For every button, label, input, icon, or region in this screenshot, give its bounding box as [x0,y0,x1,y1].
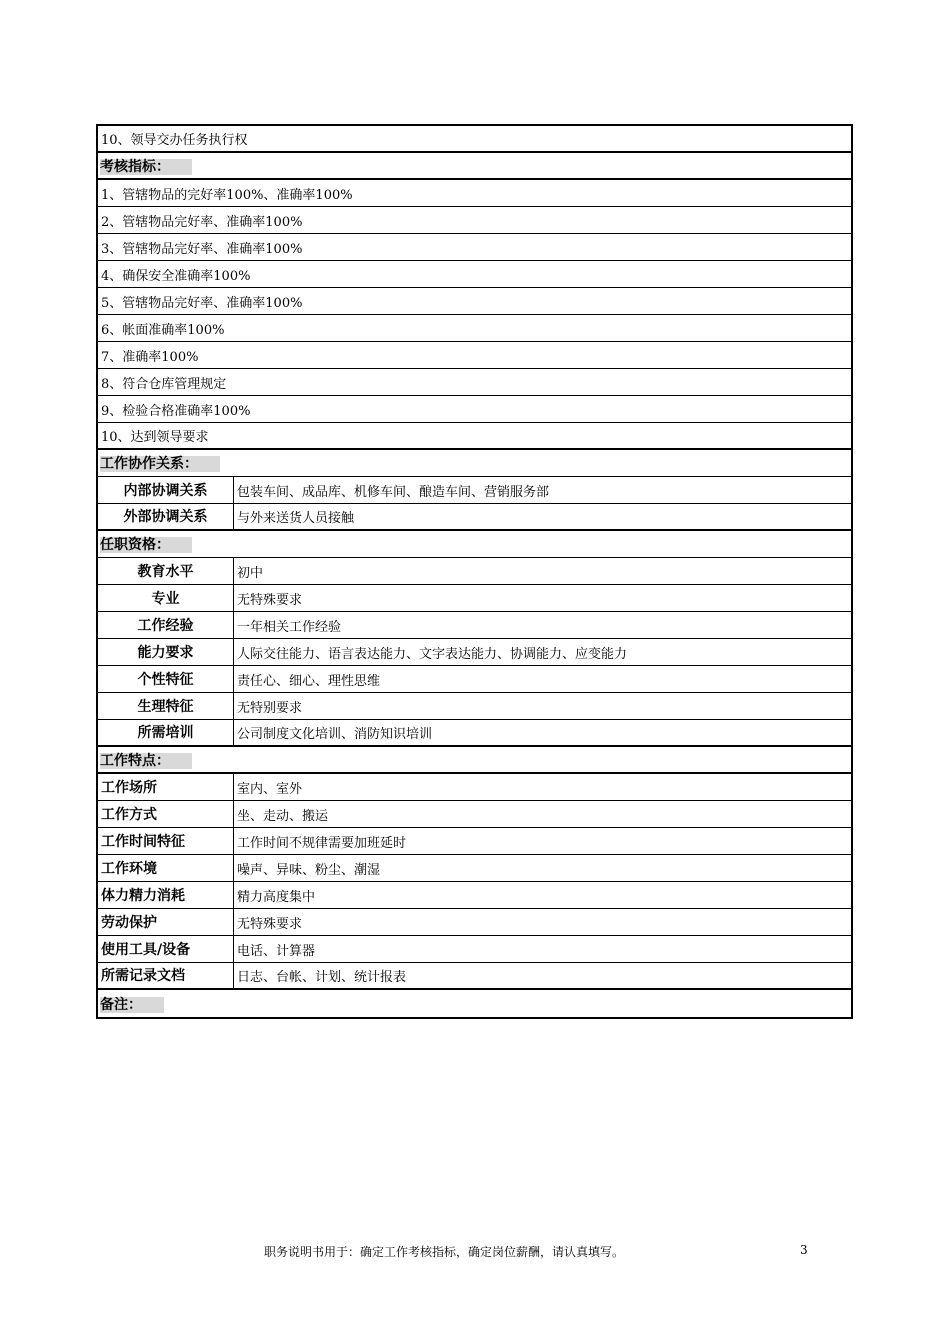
feature-label: 劳动保护 [98,909,234,935]
feature-row [98,855,851,882]
feature-row [98,801,851,828]
remarks-header: 备注： [98,994,164,1014]
relations-section-header [98,450,851,477]
feature-label: 工作环境 [98,855,234,881]
feature-value: 坐、走动、搬运 [237,808,329,824]
feature-label: 工作时间特征 [98,828,234,854]
kpi-item: 9、检验合格准确率100% [101,403,251,419]
relations-row [98,477,851,504]
kpi-section-header [98,153,851,180]
feature-value: 无特殊要求 [237,916,303,932]
qualification-row [98,558,851,585]
qualifications-header: 任职资格： [98,534,192,554]
relations-label: 外部协调关系 [98,504,234,529]
kpi-item: 2、管辖物品完好率、准确率100% [101,214,303,230]
remarks-row [98,990,851,1017]
kpi-row [98,396,851,423]
kpi-header: 考核指标： [98,156,192,176]
qualification-value: 初中 [237,565,264,581]
relations-label: 内部协调关系 [98,477,234,503]
features-section-header [98,747,851,774]
kpi-row [98,342,851,369]
feature-label: 使用工具/设备 [98,936,234,962]
feature-label: 体力精力消耗 [98,882,234,908]
kpi-item: 4、确保安全准确率100% [101,268,251,284]
feature-row [98,828,851,855]
feature-value: 噪声、异味、粉尘、潮湿 [237,862,381,878]
feature-row [98,774,851,801]
feature-label: 所需记录文档 [98,963,234,988]
qualification-value: 公司制度文化培训、消防知识培训 [237,727,433,742]
job-description-table [96,124,853,1019]
kpi-row [98,369,851,396]
qualification-value: 无特殊要求 [237,592,303,608]
qualifications-section-header [98,531,851,558]
kpi-row [98,315,851,342]
page-number: 3 [800,1243,808,1257]
kpi-item: 10、达到领导要求 [101,430,209,445]
feature-row [98,882,851,909]
footer-note: 职务说明书用于：确定工作考核指标，确定岗位薪酬，请认真填写。 [264,1245,625,1259]
kpi-row [98,207,851,234]
feature-row [98,936,851,963]
qualification-value: 责任心、细心、理性思维 [237,673,381,689]
kpi-item: 3、管辖物品完好率、准确率100% [101,241,303,257]
kpi-row [98,234,851,261]
authority-row [98,126,851,153]
relations-row [98,504,851,531]
qualification-label: 教育水平 [98,558,234,584]
kpi-row [98,180,851,207]
feature-value: 精力高度集中 [237,889,316,905]
kpi-item: 5、管辖物品完好率、准确率100% [101,295,303,311]
relations-value: 与外来送货人员接触 [237,511,355,526]
relations-value: 包装车间、成品库、机修车间、酿造车间、营销服务部 [237,484,550,500]
qualification-value: 无特别要求 [237,700,303,716]
page-footer [0,1243,950,1263]
qualification-value: 一年相关工作经验 [237,619,342,635]
kpi-row [98,423,851,450]
kpi-item: 7、准确率100% [101,349,199,365]
kpi-item: 8、符合仓库管理规定 [101,376,227,392]
features-header: 工作特点： [98,750,192,770]
feature-row [98,909,851,936]
qualification-row [98,585,851,612]
kpi-row [98,288,851,315]
qualification-row [98,666,851,693]
authority-item: 10、领导交办任务执行权 [101,133,248,148]
qualification-label: 能力要求 [98,639,234,665]
qualification-label: 工作经验 [98,612,234,638]
feature-value: 电话、计算器 [237,943,316,959]
feature-value: 日志、台帐、计划、统计报表 [237,970,407,985]
qualification-label: 专业 [98,585,234,611]
qualification-value: 人际交往能力、语言表达能力、文字表达能力、协调能力、应变能力 [237,646,628,662]
qualification-row [98,720,851,747]
feature-value: 工作时间不规律需要加班延时 [237,835,407,851]
kpi-item: 1、管辖物品的完好率100%、准确率100% [101,187,353,203]
feature-label: 工作场所 [98,774,234,800]
qualification-label: 个性特征 [98,666,234,692]
kpi-item: 6、帐面准确率100% [101,322,225,338]
feature-row [98,963,851,990]
qualification-row [98,639,851,666]
qualification-label: 所需培训 [98,720,234,745]
qualification-row [98,612,851,639]
relations-header: 工作协作关系： [98,453,220,473]
feature-value: 室内、室外 [237,781,303,797]
kpi-row [98,261,851,288]
feature-label: 工作方式 [98,801,234,827]
qualification-row [98,693,851,720]
qualification-label: 生理特征 [98,693,234,719]
